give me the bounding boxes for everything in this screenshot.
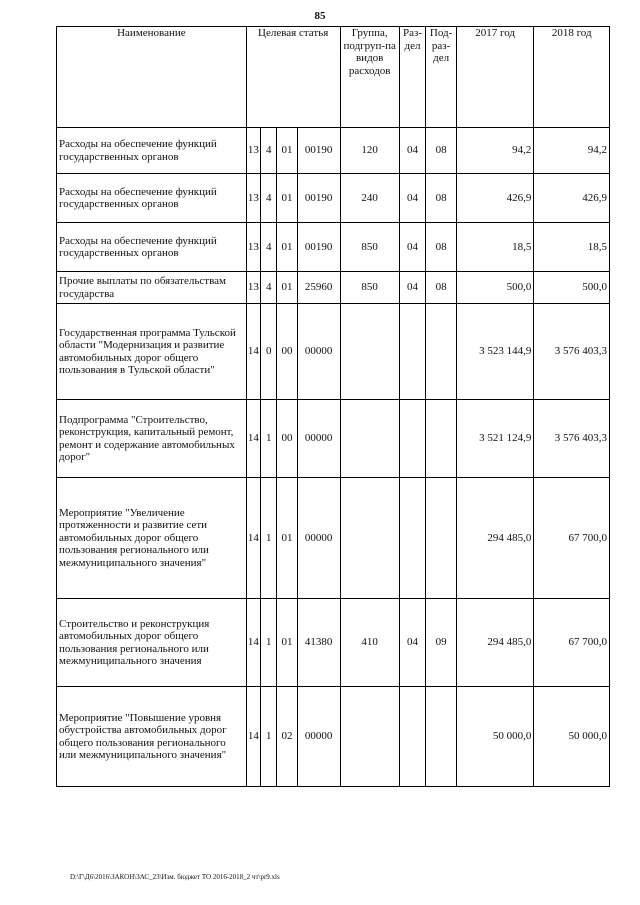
amount-2018: 500,0: [534, 272, 610, 304]
expense-group: [340, 478, 399, 599]
header-subsection: Под-раз-дел: [426, 27, 457, 128]
expense-group: 850: [340, 223, 399, 272]
row-name: Расходы на обеспечение функций государственных органов: [57, 223, 247, 272]
header-year-2018: 2018 год: [534, 27, 610, 128]
section: [399, 478, 426, 599]
target-code-direction: 00190: [297, 223, 340, 272]
table-row: [57, 272, 610, 304]
row-name: Подпрограмма "Строительство, реконструкция, капитальный ремонт, ремонт и содержание автомобильных дорог": [57, 400, 247, 478]
section: 04: [399, 223, 426, 272]
section: [399, 304, 426, 400]
row-name: Мероприятие "Увеличение протяженности и развитие сети автомобильных дорог общего пользования регионального или межмуниципального значения": [57, 478, 247, 599]
target-code-event: 01: [277, 223, 297, 272]
table-row: [57, 687, 610, 787]
target-code-direction: 00000: [297, 400, 340, 478]
amount-2017: 294 485,0: [456, 599, 534, 687]
target-code-event: 01: [277, 128, 297, 174]
amount-2018: 67 700,0: [534, 478, 610, 599]
target-code-direction: 00190: [297, 128, 340, 174]
amount-2018: 426,9: [534, 174, 610, 223]
amount-2018: 94,2: [534, 128, 610, 174]
table-row: [57, 174, 610, 223]
amount-2018: 3 576 403,3: [534, 304, 610, 400]
target-code-event: 01: [277, 174, 297, 223]
target-code-subprogram: 1: [261, 599, 277, 687]
expense-group: 410: [340, 599, 399, 687]
footer-file-path: D:\Г\Д6\2016\ЗАКОН\ЗАС_23\Изм. бюджет ТО 2016-2018_2 чт\pr9.xls: [70, 873, 280, 881]
expense-group: [340, 304, 399, 400]
page-number: 85: [314, 10, 326, 22]
table-row: [57, 400, 610, 478]
target-code-program: 14: [246, 304, 260, 400]
table-row: [57, 599, 610, 687]
target-code-direction: 00000: [297, 304, 340, 400]
row-name: Расходы на обеспечение функций государственных органов: [57, 174, 247, 223]
amount-2017: 294 485,0: [456, 478, 534, 599]
target-code-subprogram: 0: [261, 304, 277, 400]
header-name: Наименование: [57, 27, 247, 128]
budget-table: [56, 26, 610, 787]
target-code-program: 14: [246, 687, 260, 787]
target-code-event: 01: [277, 478, 297, 599]
amount-2017: 3 523 144,9: [456, 304, 534, 400]
amount-2017: 18,5: [456, 223, 534, 272]
target-code-event: 00: [277, 400, 297, 478]
table-row: [57, 223, 610, 272]
amount-2017: 500,0: [456, 272, 534, 304]
subsection: 08: [426, 272, 457, 304]
row-name: Расходы на обеспечение функций государственных органов: [57, 128, 247, 174]
target-code-subprogram: 4: [261, 128, 277, 174]
target-code-event: 00: [277, 304, 297, 400]
target-code-event: 01: [277, 599, 297, 687]
subsection: 09: [426, 599, 457, 687]
table-row: [57, 128, 610, 174]
target-code-program: 13: [246, 272, 260, 304]
amount-2017: 50 000,0: [456, 687, 534, 787]
row-name: Строительство и реконструкция автомобильных дорог общего пользования регионального или межмуниципального значения: [57, 599, 247, 687]
subsection: 08: [426, 223, 457, 272]
target-code-direction: 00000: [297, 687, 340, 787]
amount-2017: 3 521 124,9: [456, 400, 534, 478]
target-code-program: 13: [246, 128, 260, 174]
amount-2017: 426,9: [456, 174, 534, 223]
expense-group: 850: [340, 272, 399, 304]
section: 04: [399, 272, 426, 304]
header-year-2017: 2017 год: [456, 27, 534, 128]
expense-group: 240: [340, 174, 399, 223]
target-code-direction: 41380: [297, 599, 340, 687]
target-code-direction: 00000: [297, 478, 340, 599]
target-code-direction: 00190: [297, 174, 340, 223]
target-code-program: 14: [246, 478, 260, 599]
target-code-subprogram: 4: [261, 272, 277, 304]
table-header-row: [57, 27, 610, 128]
target-code-subprogram: 1: [261, 400, 277, 478]
target-code-program: 13: [246, 223, 260, 272]
subsection: [426, 687, 457, 787]
target-code-subprogram: 1: [261, 478, 277, 599]
amount-2018: 50 000,0: [534, 687, 610, 787]
row-name: Прочие выплаты по обязательствам государства: [57, 272, 247, 304]
section: 04: [399, 599, 426, 687]
subsection: 08: [426, 174, 457, 223]
target-code-program: 14: [246, 599, 260, 687]
table-row: [57, 478, 610, 599]
amount-2018: 18,5: [534, 223, 610, 272]
expense-group: [340, 400, 399, 478]
subsection: [426, 400, 457, 478]
section: [399, 687, 426, 787]
target-code-direction: 25960: [297, 272, 340, 304]
amount-2017: 94,2: [456, 128, 534, 174]
section: 04: [399, 128, 426, 174]
target-code-subprogram: 1: [261, 687, 277, 787]
subsection: 08: [426, 128, 457, 174]
section: 04: [399, 174, 426, 223]
target-code-subprogram: 4: [261, 223, 277, 272]
target-code-program: 14: [246, 400, 260, 478]
amount-2018: 3 576 403,3: [534, 400, 610, 478]
row-name: Государственная программа Тульской области "Модернизация и развитие автомобильных дорог общего пользования в Тульской области": [57, 304, 247, 400]
target-code-event: 02: [277, 687, 297, 787]
expense-group: 120: [340, 128, 399, 174]
header-target-article: Целевая статья: [246, 27, 340, 128]
section: [399, 400, 426, 478]
target-code-program: 13: [246, 174, 260, 223]
target-code-subprogram: 4: [261, 174, 277, 223]
subsection: [426, 478, 457, 599]
target-code-event: 01: [277, 272, 297, 304]
amount-2018: 67 700,0: [534, 599, 610, 687]
table-row: [57, 304, 610, 400]
header-expense-group: Группа, подгруп-па видов расходов: [340, 27, 399, 128]
row-name: Мероприятие "Повышение уровня обустройства автомобильных дорог общего пользования регионального или межмуниципального значения": [57, 687, 247, 787]
subsection: [426, 304, 457, 400]
expense-group: [340, 687, 399, 787]
header-section: Раз-дел: [399, 27, 426, 128]
